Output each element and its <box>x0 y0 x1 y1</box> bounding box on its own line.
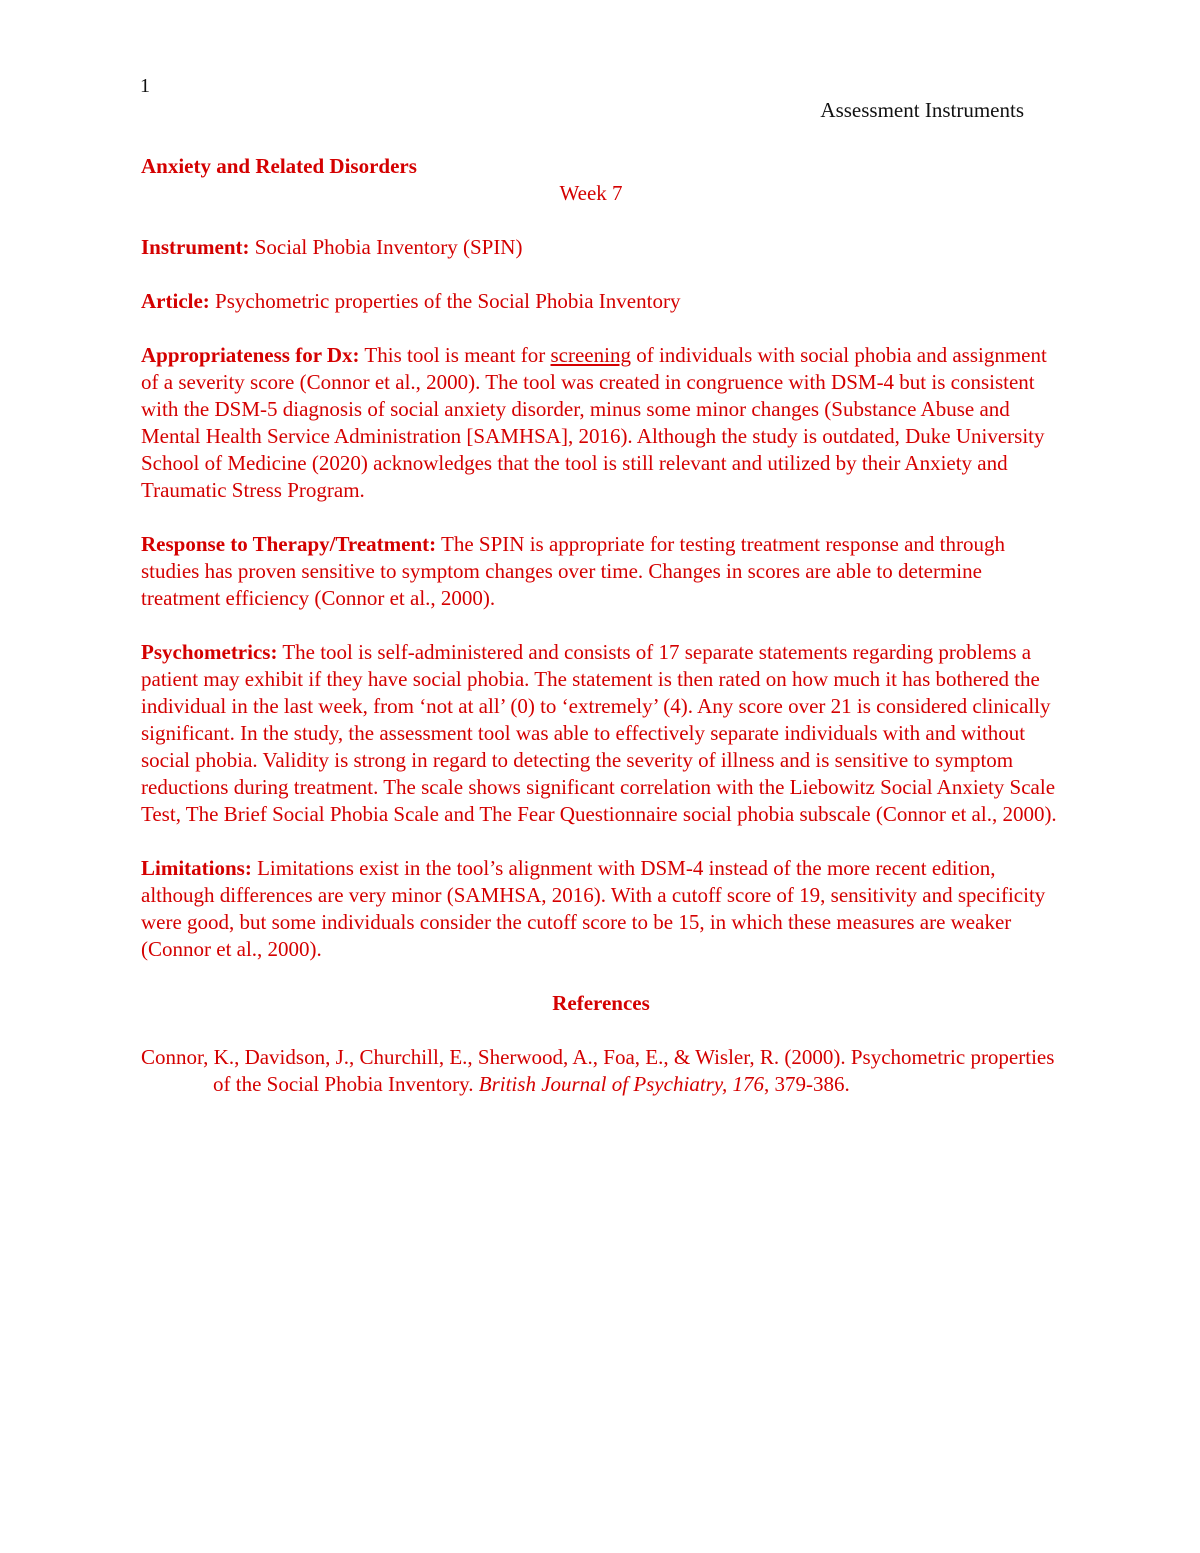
reference-pages: , 379-386. <box>764 1072 850 1096</box>
appropriateness-underlined: screening <box>550 343 631 367</box>
appropriateness-paragraph <box>141 342 1061 504</box>
instrument-label: Instrument: <box>141 235 250 259</box>
document-body <box>141 153 1061 1098</box>
article-paragraph <box>141 288 1061 315</box>
article-text: Psychometric properties of the Social Phobia Inventory <box>209 289 681 313</box>
limitations-paragraph <box>141 855 1061 963</box>
response-label: Response to Therapy/Treatment: <box>141 532 437 556</box>
response-text: The SPIN is appropriate for testing treatment response and through studies has proven sensitive to symptom changes over time. Changes in scores are able to determine treatment efficiency (Connor et al., 2000). <box>141 532 1005 610</box>
reference-entry <box>141 1044 1061 1098</box>
appropriateness-text-before: This tool is meant for <box>359 343 551 367</box>
reference-journal: British Journal of Psychiatry, 176 <box>478 1072 764 1096</box>
psychometrics-label: Psychometrics: <box>141 640 278 664</box>
page-number: 1 <box>140 75 150 97</box>
appropriateness-text-after: of individuals with social phobia and assignment of a severity score (Connor et al., 2000). The tool was created in congruence with DSM-4 but is consistent with the DSM-5 diagnosis of social anxiety disorder, minus some minor changes (Substance Abuse and Mental Health Service Administration [SAMHSA], 2016). Although the study is outdated, Duke University School of Medicine (2020) acknowledges that the tool is still relevant and utilized by their Anxiety and Traumatic Stress Program. <box>141 343 1047 502</box>
reference-authors: Connor, K., Davidson, J., Churchill, E., Sherwood, A., Foa, E., & Wisler, R. (2000). Psychometric properties of the Social Phobia Inventory. <box>141 1045 1055 1096</box>
article-label: Article: <box>141 289 210 313</box>
psychometrics-text: The tool is self-administered and consists of 17 separate statements regarding problems a patient may exhibit if they have social phobia. The statement is then rated on how much it has bothered the individual in the last week, from ‘not at all’ (0) to ‘extremely’ (4). Any score over 21 is considered clinically significant. In the study, the assessment tool was able to effectively separate individuals with and without social phobia. Validity is strong in regard to detecting the severity of illness and is sensitive to symptom reductions during treatment. The scale shows significant correlation with the Liebowitz Social Anxiety Scale Test, The Brief Social Phobia Scale and The Fear Questionnaire social phobia subscale (Connor et al., 2000). <box>141 640 1057 826</box>
running-head: Assessment Instruments <box>820 98 1024 122</box>
response-paragraph <box>141 531 1061 612</box>
limitations-text: Limitations exist in the tool’s alignment with DSM-4 instead of the more recent edition, although differences are very minor (SAMHSA, 2016). With a cutoff score of 19, sensitivity and specificity were good, but some individuals consider the cutoff score to be 15, in which these measures are weaker (Connor et al., 2000). <box>141 856 1046 961</box>
week-label: Week 7 <box>559 181 623 205</box>
instrument-text: Social Phobia Inventory (SPIN) <box>249 235 523 259</box>
appropriateness-label: Appropriateness for Dx: <box>141 343 360 367</box>
document-title: Anxiety and Related Disorders <box>141 154 417 178</box>
limitations-label: Limitations: <box>141 856 252 880</box>
instrument-paragraph <box>141 234 1061 261</box>
references-heading: References <box>552 991 650 1015</box>
psychometrics-paragraph <box>141 639 1061 828</box>
